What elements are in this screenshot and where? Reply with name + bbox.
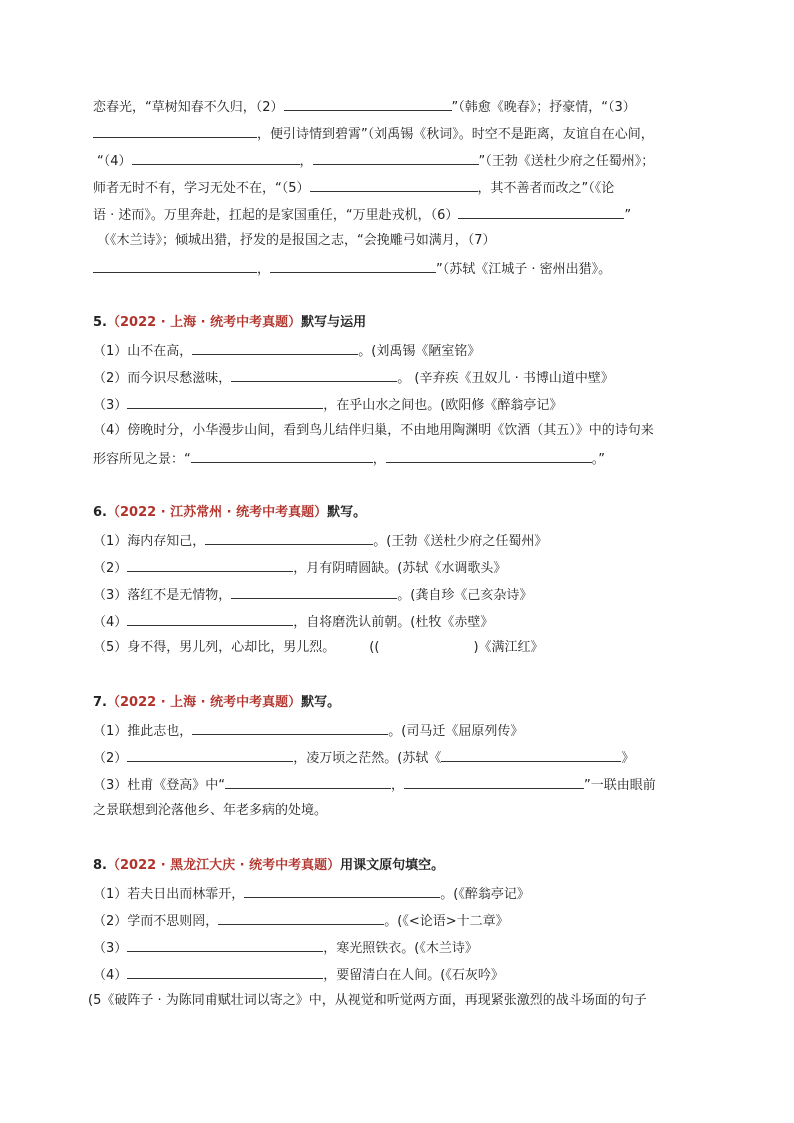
- para-line-1: [93, 96, 636, 116]
- text: 。(龚自珍《己亥杂诗》: [397, 588, 533, 603]
- q5-item-3: [93, 394, 562, 414]
- text: ”一联由眼前: [584, 778, 656, 793]
- text: （1）海内存知己，: [93, 534, 206, 549]
- text: （4）: [93, 968, 128, 983]
- text: ，: [257, 262, 271, 277]
- text: （1）若夫日出而林霏开，: [93, 887, 245, 902]
- q7-item-1: [93, 720, 523, 740]
- q5-item-1: [93, 340, 480, 360]
- text: ，: [299, 154, 313, 169]
- para-line-4: [93, 177, 614, 197]
- text: 师者无时不有，学习无处不在，“（5）: [93, 181, 310, 196]
- blank[interactable]: [205, 530, 373, 545]
- question-number: 7.: [93, 695, 107, 710]
- text: （2）学而不思则罔，: [93, 914, 219, 929]
- text: ，要留清白在人间。(《石灰吟》: [323, 968, 504, 983]
- text: （3）杜甫《登高》中“: [93, 778, 226, 793]
- text: （4）: [93, 615, 128, 630]
- q6-item-2: [93, 557, 506, 577]
- q8-item-1: [93, 883, 530, 903]
- blank[interactable]: [127, 937, 323, 952]
- q6-item-4: [93, 611, 493, 631]
- blank-7a[interactable]: [93, 258, 257, 273]
- text: （3）落红不是无情物，: [93, 588, 232, 603]
- blank[interactable]: [441, 747, 621, 762]
- blank[interactable]: [127, 557, 293, 572]
- q5-item-2: [93, 367, 614, 387]
- text: ”（苏轼《江城子 · 密州出猎》。: [436, 262, 612, 277]
- text: 。(司马迁《屈原列传》: [388, 724, 524, 739]
- blank[interactable]: [127, 611, 293, 626]
- text: “（4）: [97, 154, 132, 169]
- blank[interactable]: [127, 964, 323, 979]
- blank-5[interactable]: [310, 177, 478, 192]
- text: 恋春光，“草树知春不久归，（2）: [93, 100, 284, 115]
- blank-7b[interactable]: [270, 258, 436, 273]
- q5-item-4: [93, 421, 654, 441]
- text: 。 (辛弃疾《丑奴儿 · 书博山道中壁》: [397, 371, 614, 386]
- blank[interactable]: [127, 394, 323, 409]
- text: （2）: [93, 751, 128, 766]
- question-source: （2022 · 黑龙江大庆 · 统考中考真题）: [106, 858, 341, 873]
- question-number: 5.: [93, 315, 107, 330]
- q7-item-3-cont: [93, 801, 327, 821]
- question-7-heading: [93, 693, 340, 713]
- text: 语 · 述而》。万里奔赴，扛起的是家国重任，“万里赴戎机，（6）: [93, 208, 459, 223]
- question-title: 用课文原句填空。: [340, 858, 445, 873]
- blank[interactable]: [191, 448, 373, 463]
- blank[interactable]: [231, 367, 397, 382]
- question-title: 默写。: [301, 695, 341, 710]
- text: ，其不善者而改之”（《论: [477, 181, 615, 196]
- para-line-5: [93, 204, 631, 224]
- blank[interactable]: [192, 340, 358, 355]
- question-6-heading: [93, 503, 366, 523]
- q7-item-3: [93, 774, 656, 794]
- text: )《满江红》: [473, 640, 544, 655]
- blank-4a[interactable]: [132, 150, 300, 165]
- question-source: （2022 · 上海 · 统考中考真题）: [106, 695, 302, 710]
- q6-item-5: [93, 638, 544, 658]
- q6-item-3: [93, 584, 532, 604]
- q8-item-5: [88, 991, 647, 1011]
- text: 。(《<论语>十二章》: [384, 914, 509, 929]
- para-line-2: [93, 123, 654, 143]
- text: ，月有阴晴圆缺。(苏轼《水调歌头》: [293, 561, 507, 576]
- question-source: （2022 · 江苏常州 · 统考中考真题）: [106, 505, 328, 520]
- text: 。(刘禹锡《陋室铭》: [358, 344, 481, 359]
- para-line-7: [93, 258, 611, 278]
- q7-item-2: [93, 747, 634, 767]
- text: ，: [372, 452, 386, 467]
- text: ，: [391, 778, 405, 793]
- question-title: 默写与运用: [301, 315, 367, 330]
- text: （5）身不得，男儿列，心却比，男儿烈。: [93, 640, 336, 655]
- text: 》: [621, 751, 635, 766]
- text: （3）: [93, 941, 128, 956]
- question-number: 6.: [93, 505, 107, 520]
- blank-4b[interactable]: [313, 150, 479, 165]
- question-source: （2022 · 上海 · 统考中考真题）: [106, 315, 302, 330]
- question-number: 8.: [93, 858, 107, 873]
- para-line-6: [97, 231, 496, 251]
- text: ”: [624, 208, 632, 223]
- text: （3）: [93, 398, 128, 413]
- text: 之景联想到沦落他乡、年老多病的处境。: [93, 803, 328, 818]
- text: ，在乎山水之间也。(欧阳修《醉翁亭记》: [323, 398, 563, 413]
- q5-item-4-cont: [93, 448, 605, 468]
- q6-item-1: [93, 530, 547, 550]
- text: （1）山不在高，: [93, 344, 193, 359]
- text: ，自将磨洗认前朝。(杜牧《赤壁》: [293, 615, 494, 630]
- q8-item-3: [93, 937, 478, 957]
- text: 。”: [591, 452, 606, 467]
- text: ((: [369, 640, 380, 655]
- text: （2）: [93, 561, 128, 576]
- text: 。(王勃《送杜少府之任蜀州》: [373, 534, 548, 549]
- blank[interactable]: [225, 774, 391, 789]
- text: 形容所见之景：“: [93, 452, 191, 467]
- para-line-3: [97, 150, 654, 170]
- text: （4）傍晚时分，小华漫步山间，看到鸟儿结伴归巢，不由地用陶渊明《饮酒（其五）》中的诗句来: [93, 423, 654, 438]
- q8-item-4: [93, 964, 504, 984]
- question-5-heading: [93, 313, 366, 333]
- text: ，凌万顷之茫然。(苏轼《: [293, 751, 442, 766]
- blank[interactable]: [386, 448, 592, 463]
- question-title: 默写。: [327, 505, 367, 520]
- blank[interactable]: [231, 584, 397, 599]
- text: （《木兰诗》；倾城出猎，抒发的是报国之志，“会挽雕弓如满月，（7）: [97, 233, 496, 248]
- text: ”（韩愈《晚春》；抒豪情，“（3）: [451, 100, 636, 115]
- text: ”（王勃《送杜少府之任蜀州》；: [478, 154, 655, 169]
- blank[interactable]: [192, 720, 388, 735]
- blank-6[interactable]: [458, 204, 624, 219]
- blank[interactable]: [244, 883, 440, 898]
- blank-2[interactable]: [284, 96, 452, 111]
- blank[interactable]: [218, 910, 384, 925]
- q8-item-2: [93, 910, 509, 930]
- text: (5《破阵子 · 为陈同甫赋壮词以寄之》中，从视觉和听觉两方面，再现紧张激烈的战斗场面的句子: [88, 993, 647, 1008]
- question-8-heading: [93, 856, 444, 876]
- blank[interactable]: [404, 774, 584, 789]
- text: ，便引诗情到碧霄”（刘禹锡《秋词》。时空不是距离，友谊自在心间，: [257, 127, 654, 142]
- text: （1）推此志也，: [93, 724, 193, 739]
- text: 。(《醉翁亭记》: [440, 887, 530, 902]
- blank-3[interactable]: [93, 123, 257, 138]
- text: （2）而今识尽愁滋味，: [93, 371, 232, 386]
- blank[interactable]: [127, 747, 293, 762]
- text: ，寒光照铁衣。(《木兰诗》: [323, 941, 478, 956]
